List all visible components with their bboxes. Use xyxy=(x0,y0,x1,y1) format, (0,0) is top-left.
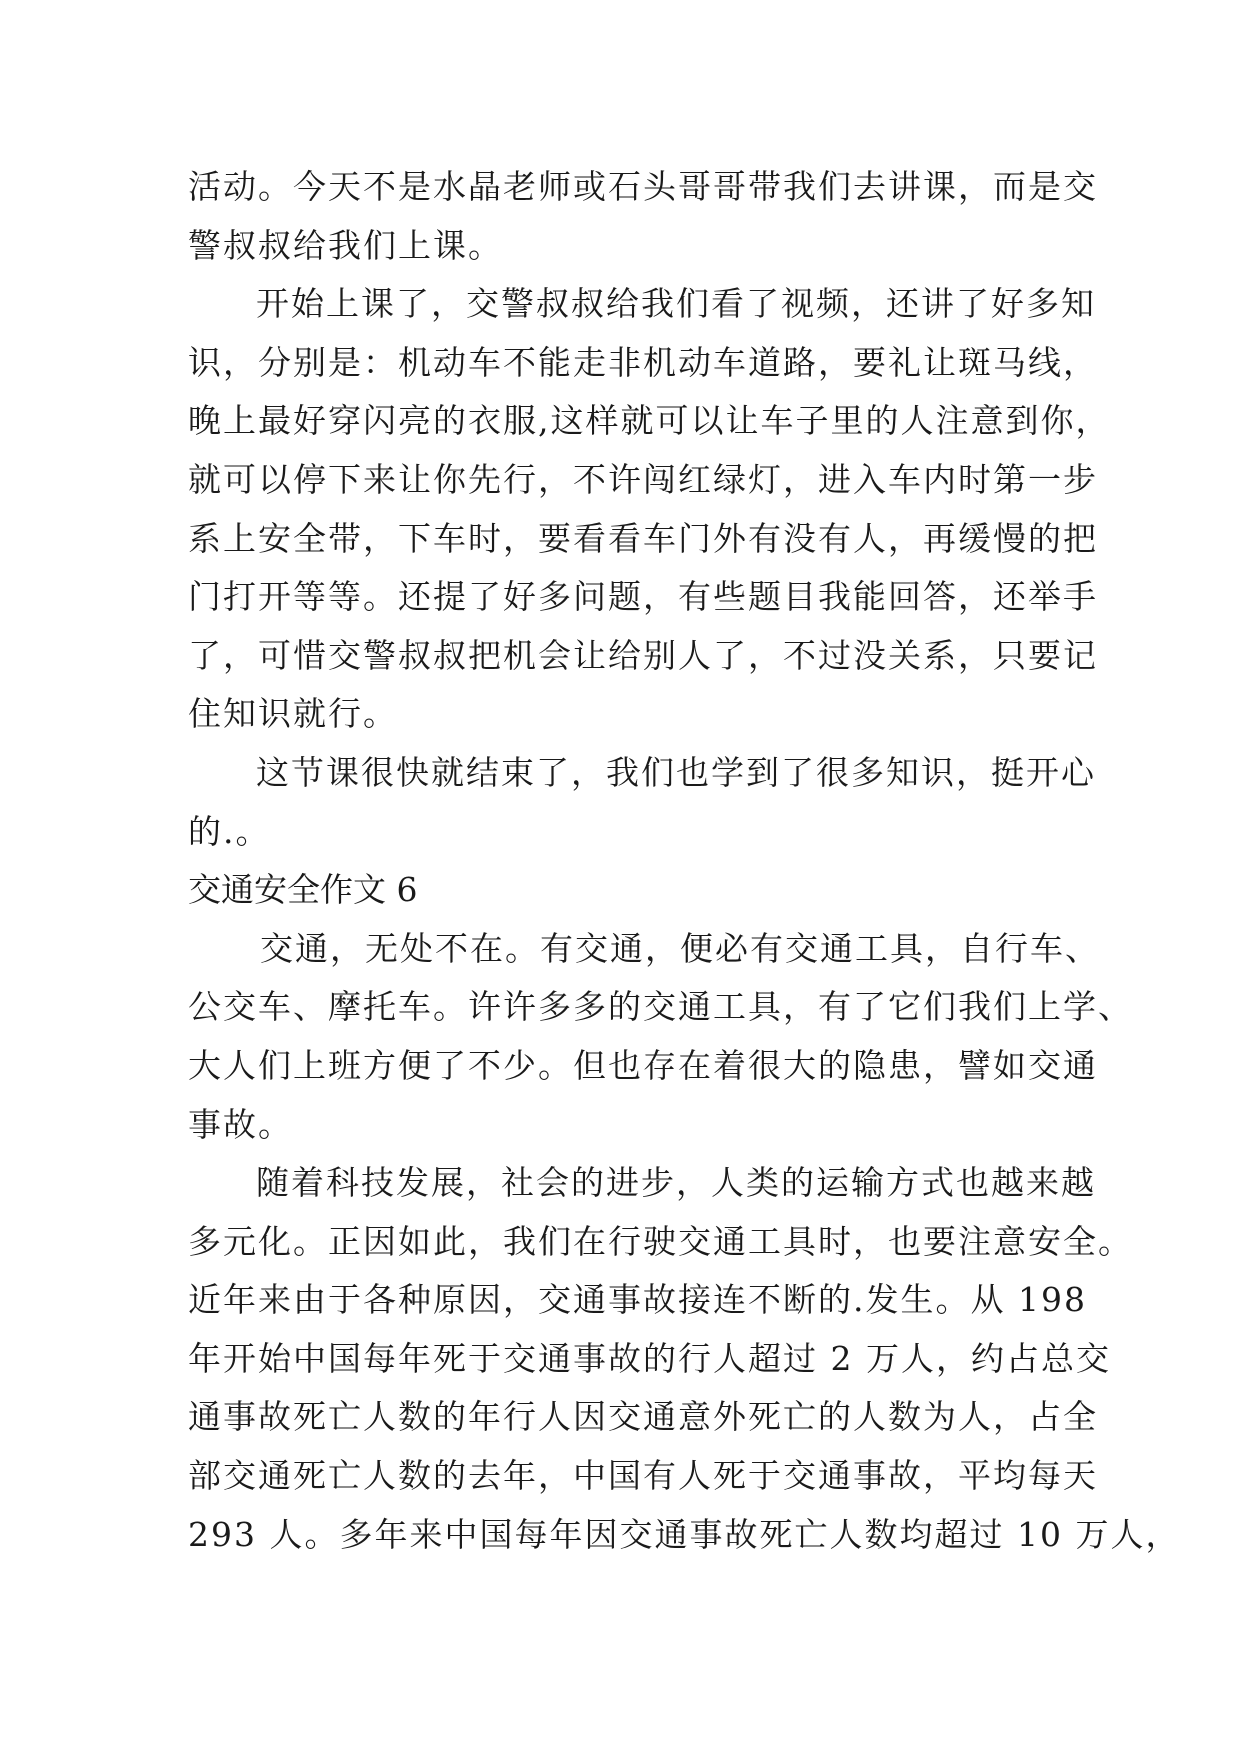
text-line: 就可以停下来让你先行，不许闯红绿灯，进入车内时第一步 xyxy=(188,459,1098,499)
text-line: 293 人。多年来中国每年因交通事故死亡人数均超过 10 万人， xyxy=(188,1514,1181,1554)
section-heading: 交通安全作文 6 xyxy=(188,870,418,910)
text-line: 了，可惜交警叔叔把机会让给别人了，不过没关系，只要记 xyxy=(188,635,1098,675)
text-line: 事故。 xyxy=(188,1104,293,1144)
text-line: 大人们上班方便了不少。但也存在着很大的隐患，譬如交通 xyxy=(188,1045,1098,1085)
paragraph-start-line: 交通，无处不在。有交通，便必有交通工具，自行车、 xyxy=(260,928,1100,968)
paragraph-start-line: 这节课很快就结束了，我们也学到了很多知识，挺开心 xyxy=(256,752,1096,792)
text-line: 多元化。正因如此，我们在行驶交通工具时，也要注意安全。 xyxy=(188,1221,1133,1261)
document-body xyxy=(188,158,1181,1564)
paragraph-start-line: 开始上课了，交警叔叔给我们看了视频，还讲了好多知 xyxy=(256,284,1096,324)
text-line: 近年来由于各种原因，交通事故接连不断的.发生。从 198 xyxy=(188,1280,1087,1320)
text-line: 门打开等等。还提了好多问题，有些题目我能回答，还举手 xyxy=(188,577,1098,617)
text-line: 公交车、摩托车。许许多多的交通工具，有了它们我们上学、 xyxy=(188,987,1133,1027)
text-line: 年开始中国每年死于交通事故的行人超过 2 万人，约占总交 xyxy=(188,1338,1111,1378)
text-line: 住知识就行。 xyxy=(188,694,398,734)
text-line: 活动。今天不是水晶老师或石头哥哥带我们去讲课，而是交 xyxy=(188,167,1098,206)
text-line: 部交通死亡人数的去年，中国有人死于交通事故，平均每天 xyxy=(188,1456,1098,1496)
text-line: 系上安全带，下车时，要看看车门外有没有人，再缓慢的把 xyxy=(188,518,1098,558)
text-line: 的.。 xyxy=(188,811,271,851)
text-line: 通事故死亡人数的年行人因交通意外死亡的人数为人，占全 xyxy=(188,1397,1098,1437)
text-line: 晚上最好穿闪亮的衣服,这样就可以让车子里的人注意到你， xyxy=(188,401,1111,441)
text-line: 警叔叔给我们上课。 xyxy=(188,225,503,265)
text-line: 识，分别是：机动车不能走非机动车道路，要礼让斑马线， xyxy=(188,342,1098,382)
paragraph-start-line: 随着科技发展，社会的进步，人类的运输方式也越来越 xyxy=(256,1163,1096,1203)
